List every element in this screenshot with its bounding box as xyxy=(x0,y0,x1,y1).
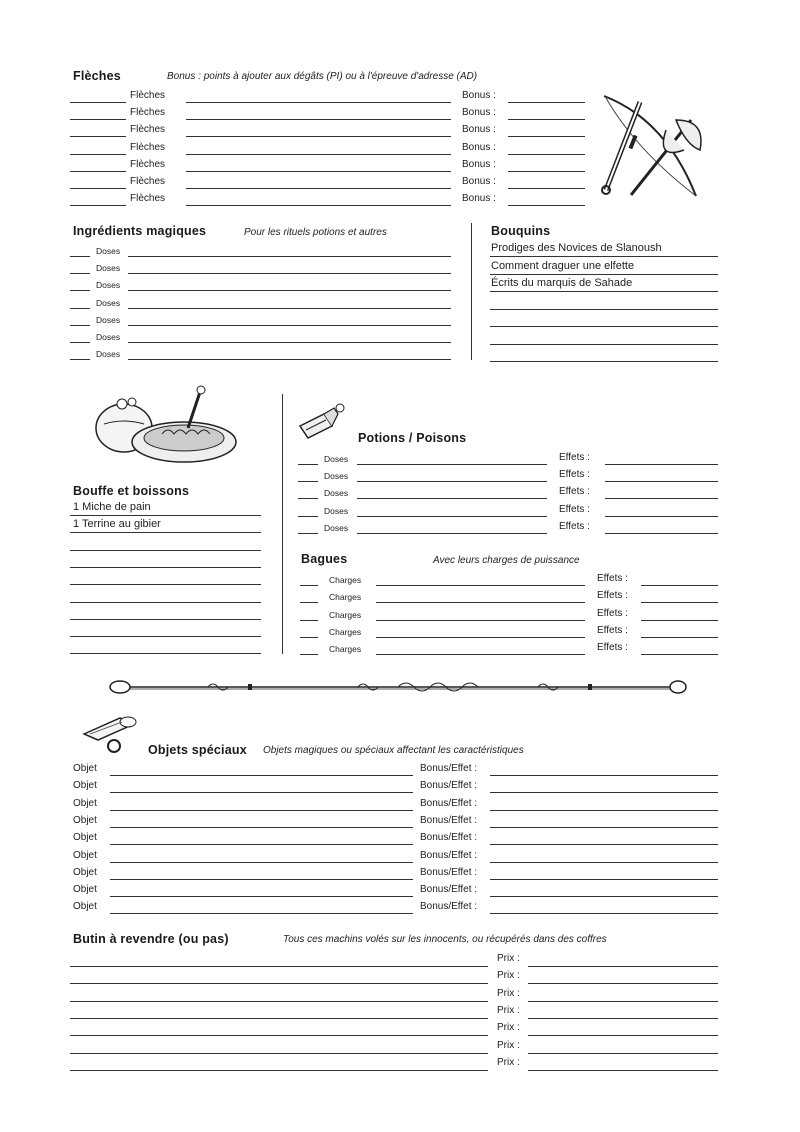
fleches-row-label: Flèches xyxy=(130,107,166,119)
objet-name-field[interactable] xyxy=(110,862,413,863)
scroll-ring-icon xyxy=(80,712,140,756)
fleches-row-label: Flèches xyxy=(130,176,166,187)
objet-name-field[interactable] xyxy=(110,896,413,897)
objet-row-label: Objet xyxy=(73,884,97,896)
bouffe-line[interactable] xyxy=(70,653,261,654)
butin-prix-label: Prix : xyxy=(497,1022,520,1034)
objet-bonus-field[interactable] xyxy=(490,810,718,811)
bague-effets-label: Effets : xyxy=(597,573,628,584)
bague-qty-field[interactable] xyxy=(300,602,318,603)
fleches-qty-field[interactable] xyxy=(70,154,126,155)
potion-row-label: Doses xyxy=(324,522,349,533)
fleches-row-label: Flèches xyxy=(130,141,166,153)
ingredient-qty-field[interactable] xyxy=(70,256,90,257)
objet-row-label: Objet xyxy=(73,814,97,826)
fleches-bonus-field[interactable] xyxy=(508,136,585,137)
staff-divider-icon xyxy=(108,677,688,697)
fleches-qty-field[interactable] xyxy=(70,102,126,103)
butin-item-field[interactable] xyxy=(70,983,488,984)
butin-prix-label: Prix : xyxy=(497,953,520,964)
objet-name-field[interactable] xyxy=(110,879,413,880)
potion-row-label: Doses xyxy=(324,454,349,464)
objet-row-label: Objet xyxy=(73,780,97,792)
ingredients-divider xyxy=(471,223,472,360)
potion-row-label: Doses xyxy=(324,505,349,516)
bouquin-line[interactable] xyxy=(490,326,718,327)
fleches-bonus-field[interactable] xyxy=(508,205,585,206)
objet-name-field[interactable] xyxy=(110,913,413,914)
fleches-row-label: Flèches xyxy=(130,124,166,136)
fleches-bonus-label: Bonus : xyxy=(462,158,496,170)
butin-prix-field[interactable] xyxy=(528,1035,718,1036)
fleches-qty-field[interactable] xyxy=(70,136,126,137)
objet-bonus-label: Bonus/Effet : xyxy=(420,849,478,861)
objet-bonus-label: Bonus/Effet : xyxy=(420,763,478,774)
fleches-bonus-label: Bonus : xyxy=(462,176,496,187)
fleches-bonus-label: Bonus : xyxy=(462,193,496,205)
objet-row-label: Objet xyxy=(73,763,97,774)
fleches-row-label: Flèches xyxy=(130,158,166,170)
bague-effets-label: Effets : xyxy=(597,624,628,636)
bague-row-label: Charges xyxy=(329,644,362,655)
ingredient-qty-field[interactable] xyxy=(70,342,90,343)
bouquin-line[interactable] xyxy=(490,361,718,362)
potions-title: Potions / Poisons xyxy=(358,431,467,445)
ingredient-qty-field[interactable] xyxy=(70,290,90,291)
potion-effets-field[interactable] xyxy=(605,533,718,534)
objet-bonus-field[interactable] xyxy=(490,792,718,793)
bouffe-line[interactable] xyxy=(70,515,261,516)
bouffe-line[interactable] xyxy=(70,567,261,568)
butin-item-field[interactable] xyxy=(70,1053,488,1054)
bague-effets-label: Effets : xyxy=(597,590,628,602)
objet-name-field[interactable] xyxy=(110,827,413,828)
bouquin-entry: Comment draguer une elfette xyxy=(491,259,635,272)
bague-name-field[interactable] xyxy=(376,602,585,603)
bague-effets-field[interactable] xyxy=(641,620,718,621)
ingredient-row-label: Doses xyxy=(96,263,121,274)
ingredient-name-field[interactable] xyxy=(128,308,451,309)
potion-effets-field[interactable] xyxy=(605,481,718,482)
fleches-bonus-field[interactable] xyxy=(508,119,585,120)
potion-name-field[interactable] xyxy=(357,516,547,517)
butin-prix-field[interactable] xyxy=(528,983,718,984)
fleches-bonus-field[interactable] xyxy=(508,188,585,189)
fleches-subtitle: Bonus : points à ajouter aux dégâts (PI) ou à l'épreuve d'adresse (AD) xyxy=(167,71,478,82)
ingredient-row-label: Doses xyxy=(96,297,121,308)
objet-bonus-field[interactable] xyxy=(490,913,718,914)
bouffe-entry: 1 Miche de pain xyxy=(73,501,151,513)
butin-item-field[interactable] xyxy=(70,966,488,967)
bouquin-line[interactable] xyxy=(490,256,718,257)
potion-effets-label: Effets : xyxy=(559,503,590,515)
fleches-qty-field[interactable] xyxy=(70,205,126,206)
fleches-title: Flèches xyxy=(73,69,121,83)
bouffe-entry: 1 Terrine au gibier xyxy=(73,518,161,531)
ingredient-qty-field[interactable] xyxy=(70,325,90,326)
objet-bonus-field[interactable] xyxy=(490,827,718,828)
ingredient-row-label: Doses xyxy=(96,349,121,360)
potion-name-field[interactable] xyxy=(357,481,547,482)
butin-item-field[interactable] xyxy=(70,1001,488,1002)
objet-bonus-field[interactable] xyxy=(490,775,718,776)
bague-qty-field[interactable] xyxy=(300,637,318,638)
ingredients-subtitle: Pour les rituels potions et autres xyxy=(244,227,387,238)
potion-effets-field[interactable] xyxy=(605,498,718,499)
bague-effets-field[interactable] xyxy=(641,654,718,655)
bagues-subtitle: Avec leurs charges de puissance xyxy=(433,555,580,566)
bague-qty-field[interactable] xyxy=(300,654,318,655)
ingredient-name-field[interactable] xyxy=(128,342,451,343)
potion-bottle-icon xyxy=(294,400,346,442)
fleches-qty-field[interactable] xyxy=(70,171,126,172)
ingredient-qty-field[interactable] xyxy=(70,359,90,360)
bague-name-field[interactable] xyxy=(376,620,585,621)
objet-row-label: Objet xyxy=(73,797,97,809)
bagues-title: Bagues xyxy=(301,552,348,566)
fleches-bonus-label: Bonus : xyxy=(462,141,496,153)
fleches-name-field[interactable] xyxy=(186,188,451,189)
objet-name-field[interactable] xyxy=(110,792,413,793)
potion-effets-label: Effets : xyxy=(559,520,590,532)
bague-row-label: Charges xyxy=(329,575,362,585)
fleches-bonus-field[interactable] xyxy=(508,102,585,103)
bouffe-line[interactable] xyxy=(70,619,261,620)
ingredients-title: Ingrédients magiques xyxy=(73,224,207,238)
objet-name-field[interactable] xyxy=(110,844,413,845)
butin-item-field[interactable] xyxy=(70,1035,488,1036)
objet-bonus-field[interactable] xyxy=(490,862,718,863)
bouffe-line[interactable] xyxy=(70,550,261,551)
fleches-name-field[interactable] xyxy=(186,136,451,137)
objets-title: Objets spéciaux xyxy=(148,743,247,757)
bouquins-title: Bouquins xyxy=(491,224,551,238)
bow-sword-axe-icon xyxy=(596,90,706,202)
objet-name-field[interactable] xyxy=(110,775,413,776)
bague-effets-label: Effets : xyxy=(597,607,628,619)
potion-row-label: Doses xyxy=(324,471,349,482)
fleches-bonus-field[interactable] xyxy=(508,171,585,172)
fleches-name-field[interactable] xyxy=(186,119,451,120)
bouquin-entry: Écrits du marquis de Sahade xyxy=(491,277,633,289)
butin-prix-field[interactable] xyxy=(528,1070,718,1071)
bague-row-label: Charges xyxy=(329,609,362,620)
potion-name-field[interactable] xyxy=(357,498,547,499)
bouquin-entry: Prodiges des Novices de Slanoush xyxy=(491,242,662,254)
objet-bonus-field[interactable] xyxy=(490,879,718,880)
bouquin-line[interactable] xyxy=(490,291,718,292)
butin-item-field[interactable] xyxy=(70,1070,488,1071)
bague-qty-field[interactable] xyxy=(300,620,318,621)
potion-qty-field[interactable] xyxy=(298,464,318,465)
potion-row-label: Doses xyxy=(324,488,349,499)
food-divider xyxy=(282,394,283,654)
ingredient-name-field[interactable] xyxy=(128,290,451,291)
bague-name-field[interactable] xyxy=(376,654,585,655)
butin-prix-label: Prix : xyxy=(497,1004,520,1016)
objet-bonus-label: Bonus/Effet : xyxy=(420,901,478,913)
objet-name-field[interactable] xyxy=(110,810,413,811)
ingredient-name-field[interactable] xyxy=(128,359,451,360)
bague-effets-field[interactable] xyxy=(641,637,718,638)
ingredient-qty-field[interactable] xyxy=(70,273,90,274)
objet-bonus-field[interactable] xyxy=(490,896,718,897)
fleches-qty-field[interactable] xyxy=(70,188,126,189)
bague-name-field[interactable] xyxy=(376,585,585,586)
objet-bonus-field[interactable] xyxy=(490,844,718,845)
ingredient-row-label: Doses xyxy=(96,314,121,325)
butin-prix-field[interactable] xyxy=(528,1001,718,1002)
fleches-bonus-label: Bonus : xyxy=(462,124,496,136)
objet-row-label: Objet xyxy=(73,901,97,913)
butin-prix-field[interactable] xyxy=(528,1053,718,1054)
fleches-name-field[interactable] xyxy=(186,205,451,206)
fleches-qty-field[interactable] xyxy=(70,119,126,120)
butin-prix-label: Prix : xyxy=(497,987,520,999)
bouffe-line[interactable] xyxy=(70,602,261,603)
fleches-bonus-field[interactable] xyxy=(508,154,585,155)
objet-bonus-label: Bonus/Effet : xyxy=(420,866,478,878)
potion-name-field[interactable] xyxy=(357,533,547,534)
butin-prix-label: Prix : xyxy=(497,1056,520,1068)
objet-bonus-label: Bonus/Effet : xyxy=(420,780,478,792)
fleches-name-field[interactable] xyxy=(186,171,451,172)
fleches-row-label: Flèches xyxy=(130,90,166,101)
fleches-bonus-label: Bonus : xyxy=(462,107,496,119)
objet-row-label: Objet xyxy=(73,832,97,844)
objet-bonus-label: Bonus/Effet : xyxy=(420,832,478,844)
bague-row-label: Charges xyxy=(329,592,362,603)
potion-name-field[interactable] xyxy=(357,464,547,465)
butin-prix-label: Prix : xyxy=(497,1039,520,1051)
objet-row-label: Objet xyxy=(73,849,97,861)
bague-effets-field[interactable] xyxy=(641,585,718,586)
butin-prix-field[interactable] xyxy=(528,966,718,967)
bague-qty-field[interactable] xyxy=(300,585,318,586)
potion-effets-field[interactable] xyxy=(605,464,718,465)
bouffe-line[interactable] xyxy=(70,636,261,637)
bague-row-label: Charges xyxy=(329,626,362,637)
potion-qty-field[interactable] xyxy=(298,516,318,517)
ingredient-row-label: Doses xyxy=(96,246,121,256)
ingredient-row-label: Doses xyxy=(96,332,121,342)
objets-subtitle: Objets magiques ou spéciaux affectant les caractéristiques xyxy=(263,745,524,756)
fleches-row-label: Flèches xyxy=(130,193,166,205)
objet-row-label: Objet xyxy=(73,866,97,878)
ingredient-row-label: Doses xyxy=(96,280,121,291)
bouffe-line[interactable] xyxy=(70,584,261,585)
ingredient-name-field[interactable] xyxy=(128,325,451,326)
potion-qty-field[interactable] xyxy=(298,481,318,482)
bague-effets-label: Effets : xyxy=(597,642,628,654)
butin-prix-label: Prix : xyxy=(497,970,520,982)
bouquin-line[interactable] xyxy=(490,274,718,275)
ingredient-name-field[interactable] xyxy=(128,273,451,274)
butin-prix-field[interactable] xyxy=(528,1018,718,1019)
objet-bonus-label: Bonus/Effet : xyxy=(420,797,478,809)
fleches-bonus-label: Bonus : xyxy=(462,90,496,101)
food-bowl-icon xyxy=(92,384,242,470)
potion-effets-field[interactable] xyxy=(605,516,718,517)
bouquin-line[interactable] xyxy=(490,309,718,310)
bague-name-field[interactable] xyxy=(376,637,585,638)
butin-item-field[interactable] xyxy=(70,1018,488,1019)
fleches-name-field[interactable] xyxy=(186,154,451,155)
ingredient-name-field[interactable] xyxy=(128,256,451,257)
bouquin-line[interactable] xyxy=(490,344,718,345)
potion-qty-field[interactable] xyxy=(298,533,318,534)
potion-effets-label: Effets : xyxy=(559,469,590,481)
objet-bonus-label: Bonus/Effet : xyxy=(420,884,478,896)
bouffe-line[interactable] xyxy=(70,532,261,533)
butin-title: Butin à revendre (ou pas) xyxy=(73,932,229,946)
potion-qty-field[interactable] xyxy=(298,498,318,499)
potion-effets-label: Effets : xyxy=(559,452,590,463)
potion-effets-label: Effets : xyxy=(559,486,590,498)
butin-subtitle: Tous ces machins volés sur les innocents, ou récupérés dans des coffres xyxy=(283,934,607,945)
bague-effets-field[interactable] xyxy=(641,602,718,603)
objet-bonus-label: Bonus/Effet : xyxy=(420,814,478,826)
fleches-name-field[interactable] xyxy=(186,102,451,103)
ingredient-qty-field[interactable] xyxy=(70,308,90,309)
bouffe-title: Bouffe et boissons xyxy=(73,484,190,498)
